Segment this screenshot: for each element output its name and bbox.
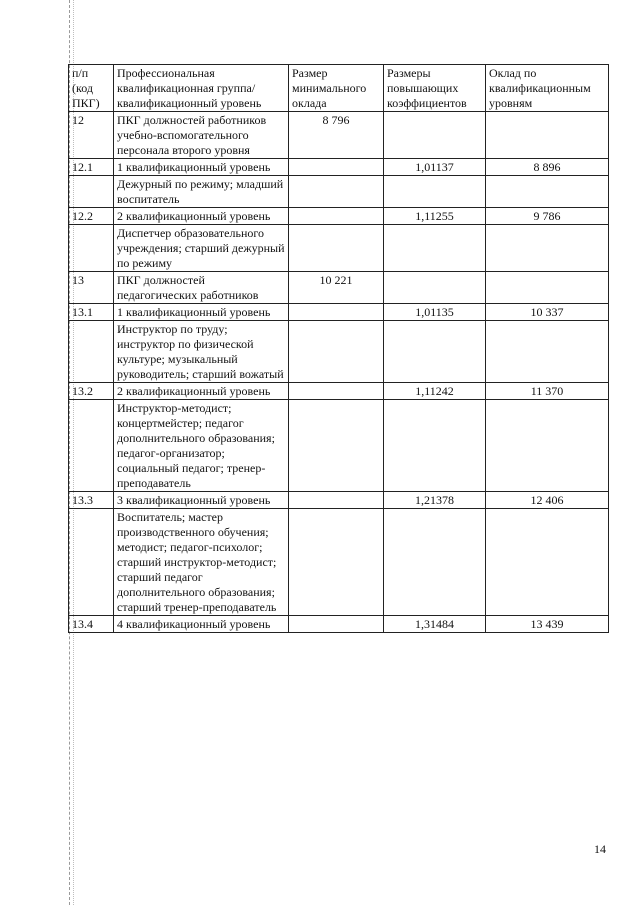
- header-group: Профессиональная квалификационная группа/квалификационный уровень: [114, 65, 289, 112]
- row-coefficient: [384, 321, 486, 383]
- row-coefficient: 1,11242: [384, 383, 486, 400]
- table-row: [69, 492, 609, 509]
- table-row: [69, 321, 609, 383]
- row-coefficient: 1,31484: [384, 616, 486, 633]
- row-name: 4 квалификационный уровень: [114, 616, 289, 633]
- header-salary: Оклад по квалификационным уровням: [486, 65, 609, 112]
- row-coefficient: [384, 400, 486, 492]
- row-coefficient: 1,21378: [384, 492, 486, 509]
- row-name: 1 квалификационный уровень: [114, 304, 289, 321]
- page-number: 14: [594, 842, 606, 856]
- row-code: 12.2: [69, 208, 114, 225]
- row-name: Инструктор-методист; концертмейстер; педагог дополнительного образования; педагог-организатор; социальный педагог; тренер-преподаватель: [114, 400, 289, 492]
- table-row: [69, 176, 609, 208]
- row-salary: [486, 176, 609, 208]
- table-row: [69, 509, 609, 616]
- row-code: 13.4: [69, 616, 114, 633]
- row-coefficient: 1,01137: [384, 159, 486, 176]
- row-min-salary: [289, 225, 384, 272]
- header-code: п/п (код ПКГ): [69, 65, 114, 112]
- table-row: [69, 304, 609, 321]
- header-min-salary: Размер минимального оклада: [289, 65, 384, 112]
- row-code: [69, 321, 114, 383]
- row-min-salary: 8 796: [289, 112, 384, 159]
- table-row: [69, 208, 609, 225]
- row-min-salary: [289, 321, 384, 383]
- table-row: [69, 112, 609, 159]
- header-coefficients: Размеры повышающих коэффициентов: [384, 65, 486, 112]
- row-salary: [486, 400, 609, 492]
- row-coefficient: 1,01135: [384, 304, 486, 321]
- row-name: 1 квалификационный уровень: [114, 159, 289, 176]
- row-name: 2 квалификационный уровень: [114, 383, 289, 400]
- row-name: 2 квалификационный уровень: [114, 208, 289, 225]
- row-code: [69, 509, 114, 616]
- table-header-row: [69, 65, 609, 112]
- row-code: 13.2: [69, 383, 114, 400]
- row-name: Воспитатель; мастер производственного обучения; методист; педагог-психолог; старший инструктор-методист; старший педагог дополнительного образования; старший тренер-преподаватель: [114, 509, 289, 616]
- row-coefficient: [384, 176, 486, 208]
- row-salary: [486, 112, 609, 159]
- table-body: [69, 112, 609, 633]
- row-coefficient: [384, 509, 486, 616]
- row-code: [69, 400, 114, 492]
- row-min-salary: [289, 304, 384, 321]
- row-code: [69, 176, 114, 208]
- table-row: [69, 159, 609, 176]
- row-name: 3 квалификационный уровень: [114, 492, 289, 509]
- row-coefficient: [384, 225, 486, 272]
- row-code: 12: [69, 112, 114, 159]
- row-min-salary: [289, 400, 384, 492]
- row-name: Диспетчер образовательного учреждения; старший дежурный по режиму: [114, 225, 289, 272]
- row-name: Инструктор по труду; инструктор по физической культуре; музыкальный руководитель; старший вожатый: [114, 321, 289, 383]
- row-name: ПКГ должностей педагогических работников: [114, 272, 289, 304]
- row-code: 13.1: [69, 304, 114, 321]
- row-coefficient: [384, 272, 486, 304]
- table-row: [69, 400, 609, 492]
- row-salary: 13 439: [486, 616, 609, 633]
- row-min-salary: [289, 176, 384, 208]
- row-name: ПКГ должностей работников учебно-вспомогательного персонала второго уровня: [114, 112, 289, 159]
- row-code: 13: [69, 272, 114, 304]
- row-min-salary: [289, 383, 384, 400]
- salary-table: [68, 64, 609, 633]
- row-min-salary: [289, 509, 384, 616]
- row-coefficient: 1,11255: [384, 208, 486, 225]
- table-row: [69, 272, 609, 304]
- row-code: 12.1: [69, 159, 114, 176]
- row-min-salary: [289, 492, 384, 509]
- row-salary: 9 786: [486, 208, 609, 225]
- row-min-salary: 10 221: [289, 272, 384, 304]
- row-code: [69, 225, 114, 272]
- row-salary: 8 896: [486, 159, 609, 176]
- row-min-salary: [289, 159, 384, 176]
- table-row: [69, 616, 609, 633]
- row-min-salary: [289, 616, 384, 633]
- row-salary: 11 370: [486, 383, 609, 400]
- row-min-salary: [289, 208, 384, 225]
- row-name: Дежурный по режиму; младший воспитатель: [114, 176, 289, 208]
- table-row: [69, 225, 609, 272]
- row-salary: 10 337: [486, 304, 609, 321]
- row-salary: [486, 272, 609, 304]
- row-salary: [486, 509, 609, 616]
- row-salary: [486, 321, 609, 383]
- row-salary: 12 406: [486, 492, 609, 509]
- row-coefficient: [384, 112, 486, 159]
- table-row: [69, 383, 609, 400]
- row-code: 13.3: [69, 492, 114, 509]
- row-salary: [486, 225, 609, 272]
